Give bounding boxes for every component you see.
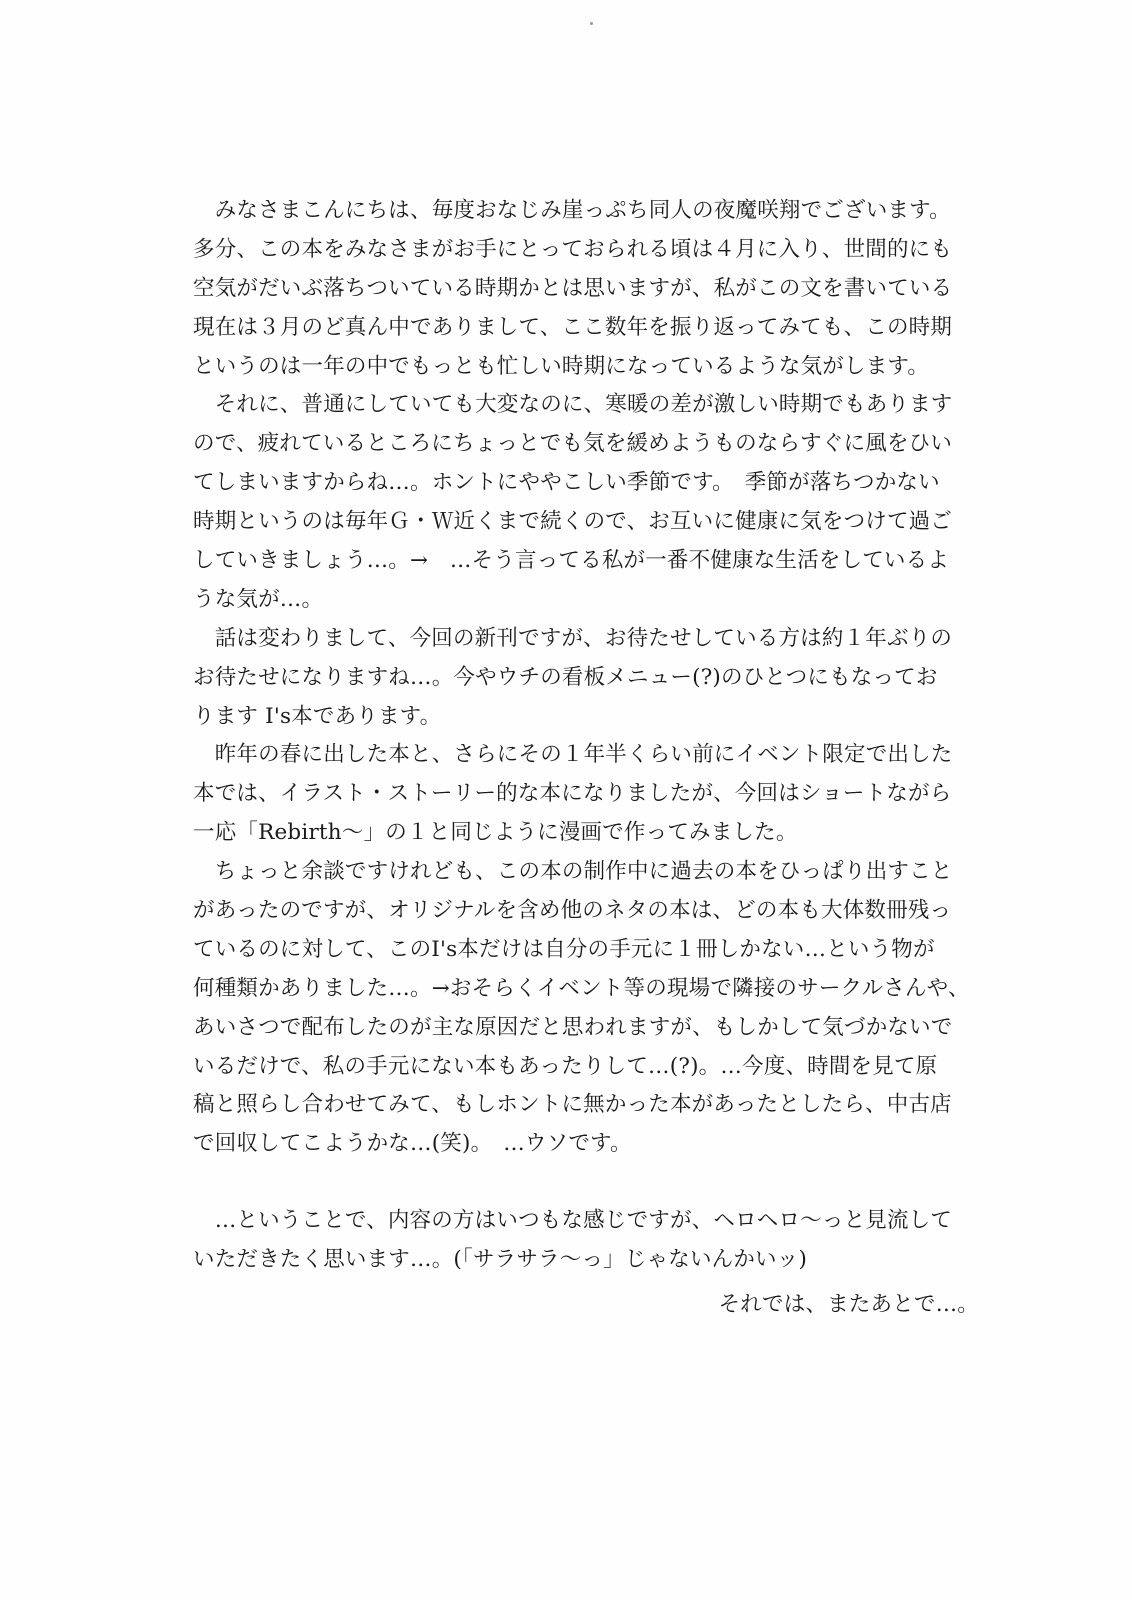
text-line: それに、普通にしていても大変なのに、寒暖の差が激しい時期でもあります [193,392,953,418]
text-line: …ということで、内容の方はいつもな感じですが、ヘロヘロ～っと見流して [193,1208,953,1234]
text-line: 話は変わりまして、今回の新刊ですが、お待たせしている方は約１年ぶりの [193,625,953,651]
text-line: 現在は３月のど真ん中でありまして、ここ数年を振り返ってみても、この時期 [193,314,953,340]
text-line: ているのに対して、このI's本だけは自分の手元に１冊しかない…という物が [193,936,935,962]
text-line: 時期というのは毎年Ｇ・Ｗ近くまで続くので、お互いに健康に気をつけて過ご [193,509,953,535]
scan-speck [590,22,593,25]
text-line: があったのですが、オリジナルを含め他のネタの本は、どの本も大体数冊残っ [193,898,952,924]
text-line: お待たせになりますね…。今やウチの看板メニュー(?)のひとつにもなってお [193,664,938,690]
text-line: 本では、イラスト・ストーリー的な本になりましたが、今回はショートながら [193,781,952,807]
text-line: 多分、この本をみなさまがお手にとっておられる頃は４月に入り、世間的にも [193,236,953,262]
text-line: ので、疲れているところにちょっとでも気を緩めようものならすぐに風をひい [193,431,953,457]
text-line: うな気が…。 [193,586,324,612]
text-line: 空気がだいぶ落ちついている時期かとは思いますが、私がこの文を書いている [193,275,953,301]
text-line: というのは一年の中でもっとも忙しい時期になっているような気がします。 [193,353,930,379]
text-line: 何種類かありました…。→おそらくイベント等の現場で隣接のサークルさんや、 [193,975,970,1001]
text-line: あいさつで配布したのが主な原因だと思われますが、もしかして気づかないで [193,1014,953,1040]
text-line: で回収してこようかな…(笑)。 …ウソです。 [193,1131,632,1157]
text-line: いただきたく思います…。(「サラサラ～っ」じゃないんかいッ) [193,1247,808,1273]
text-line: ります I's本であります。 [193,703,442,729]
text-line: ちょっと余談ですけれども、この本の制作中に過去の本をひっぱり出すこと [193,859,953,885]
text-line: てしまいますからね…。ホントにややこしい季節です。 季節が落ちつかない [193,470,940,496]
text-line: 昨年の春に出した本と、さらにその１年半くらい前にイベント限定で出した [193,742,953,768]
text-line: 稿と照らし合わせてみて、もしホントに無かった本があったとしたら、中古店 [193,1092,952,1118]
text-line: 一応「Rebirth～」の１と同じように漫画で作ってみました。 [193,820,798,846]
text-line: していきましょう…。→ …そう言ってる私が一番不健康な生活をしているよ [193,548,950,574]
text-line: みなさまこんにちは、毎度おなじみ崖っぷち同人の夜魔咲翔でございます。 [193,198,951,223]
afterword-text [193,192,993,1325]
text-line: いるだけで、私の手元にない本もあったりして…(?)。…今度、時間を見て原 [193,1053,938,1079]
paragraph-gap [193,1164,993,1202]
closing-line: それでは、またあとで…。 [718,1292,979,1318]
